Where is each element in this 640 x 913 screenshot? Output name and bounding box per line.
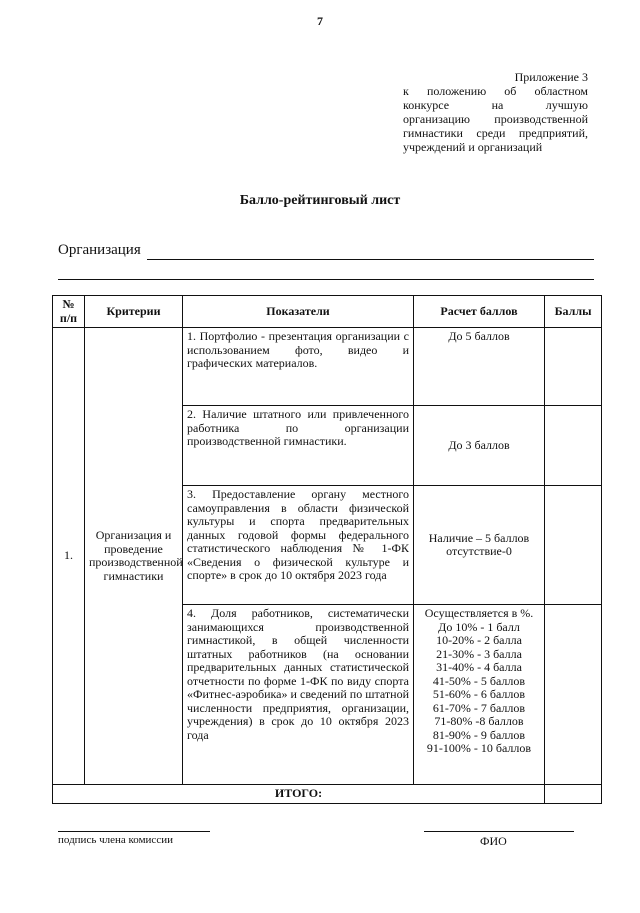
- appendix-block: [403, 70, 588, 154]
- calc-line: 10-20% - 2 балла: [436, 633, 522, 647]
- calc-line: 41-50% - 5 баллов: [432, 673, 526, 688]
- calc-line: 31-40% - 4 балла: [436, 660, 522, 674]
- calc-line: 81-90% - 9 баллов: [432, 727, 526, 742]
- document-title: Балло-рейтинговый лист: [239, 193, 401, 208]
- total-value[interactable]: [545, 785, 602, 804]
- calc-line: 21-30% - 3 балла: [436, 646, 522, 661]
- indicator-cell: 1. Портфолио - презентация организации с использованием фото, видео и графических материалов.: [183, 328, 414, 406]
- header-indicators: Показатели: [183, 296, 414, 328]
- calc-line: Осуществляется в %.: [424, 606, 534, 620]
- appendix-line: организацию производственной: [403, 112, 588, 126]
- rating-table: [52, 295, 602, 804]
- indicator-cell: 3. Предоставление органу местного самоуправления в области физической культуры и спорта предварительных данных годовой формы федерального статистического наблюдения № 1-ФК «Сведения о физической культуре и спорте» в срок до 10 октября 2023 года: [183, 486, 414, 605]
- points-cell[interactable]: [545, 486, 602, 605]
- table-header-row: [53, 296, 602, 328]
- indicator-cell: 4. Доля работников, систематически занимающихся производственной гимнастикой, в общей численности штатных работников (на основании предварительных данных статистической отчетности по форме 1-ФК по виду спорта «Фитнес-аэробика» и сведений по штатной численности предприятия, организации, учреждения) в срок до 10 октября 2023 года: [183, 605, 414, 785]
- indicator-cell: 2. Наличие штатного или привлеченного работника по организации производственной гимнастики.: [183, 406, 414, 486]
- header-points: Баллы: [545, 296, 602, 328]
- appendix-line: гимнастики среди предприятий,: [403, 126, 588, 140]
- organization-line[interactable]: [147, 259, 594, 260]
- total-row: [53, 785, 602, 804]
- calc-line: 91-100% - 10 баллов: [426, 741, 532, 755]
- points-cell[interactable]: [545, 406, 602, 486]
- header-num: № п/п: [53, 296, 85, 328]
- criteria-cell: Организация и проведение производственной гимнастики: [85, 328, 183, 785]
- row-number: 1.: [53, 328, 85, 785]
- points-cell[interactable]: [545, 605, 602, 785]
- organization-label: Организация: [58, 242, 141, 258]
- table-row: [53, 328, 602, 406]
- calc-line: До 10% - 1 балл: [438, 619, 520, 634]
- header-criteria: Критерии: [85, 296, 183, 328]
- total-label: ИТОГО:: [53, 785, 545, 804]
- points-cell[interactable]: [545, 328, 602, 406]
- signature-line[interactable]: [58, 831, 210, 832]
- appendix-line: конкурсе на лучшую: [403, 98, 588, 112]
- fio-line[interactable]: [424, 831, 574, 832]
- appendix-line: учреждений и организаций: [403, 140, 543, 154]
- calc-line: 51-60% - 6 баллов: [432, 687, 526, 701]
- header-calc: Расчет баллов: [414, 296, 545, 328]
- signature-label: подпись члена комиссии: [58, 834, 173, 846]
- calc-cell: До 5 баллов: [414, 328, 545, 406]
- calc-cell: До 3 баллов: [414, 406, 545, 486]
- calc-line: 71-80% -8 баллов: [434, 714, 524, 728]
- fio-label: ФИО: [480, 834, 507, 848]
- page-number: 7: [317, 14, 323, 28]
- calc-cell: Наличие – 5 баллов отсутствие-0: [414, 486, 545, 605]
- calc-line: 61-70% - 7 баллов: [432, 700, 526, 715]
- appendix-line: Приложение 3: [514, 70, 588, 84]
- calc-cell: [414, 605, 545, 785]
- organization-line-2[interactable]: [58, 279, 594, 280]
- appendix-line: к положению об областном: [403, 84, 588, 98]
